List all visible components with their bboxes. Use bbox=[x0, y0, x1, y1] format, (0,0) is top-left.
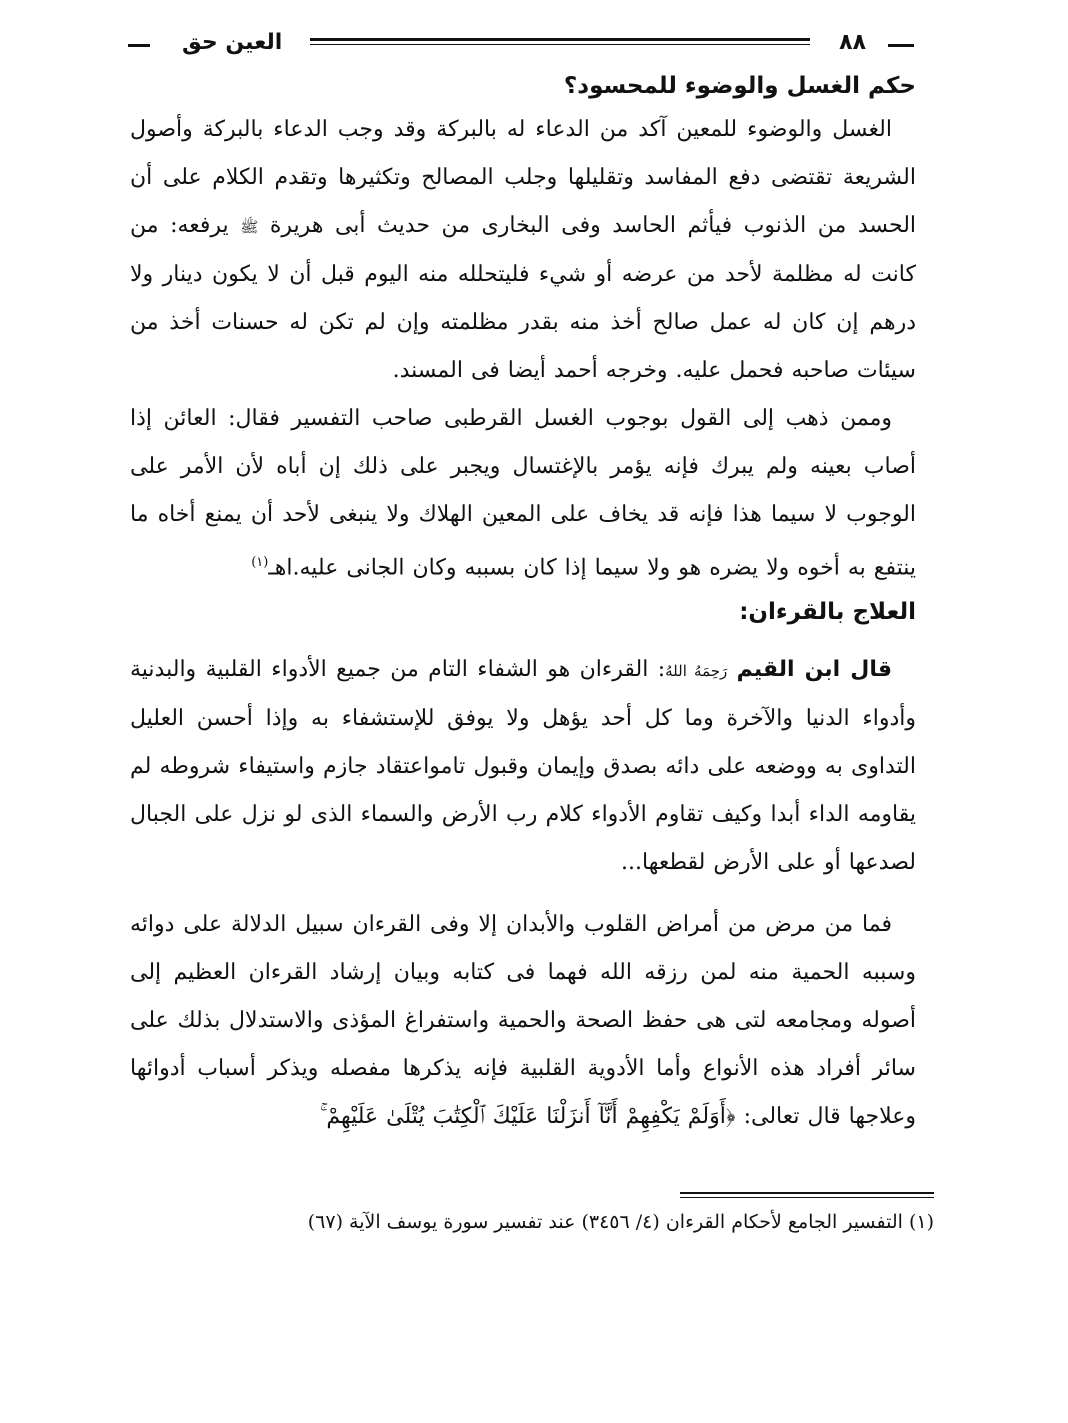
paragraph-text: وممن ذهب إلى القول بوجوب الغسل القرطبى صاحب التفسير فقال: العائن إذا أصاب بعينه ولم يبرك فإنه يؤمر بالإغتسال ويجبر على ذلك إن أباه لأن الأمر على الوجوب لا سيما هذا فإنه قد يخاف على المعين الهلاك ولا ينبغى لأحد أن يمنع أخاه ما ينتفع به أخوه ولا يضره هو ولا سيما إذا كان بسببه وكان الجانى عليه.اهـ bbox=[130, 406, 916, 581]
quote-author: قال ابن القيم bbox=[736, 657, 892, 683]
spacer bbox=[130, 632, 916, 646]
paragraph-text: فما من مرض من أمراض القلوب والأبدان إلا وفى القرءان سبيل الدلالة على دوائه وسببه الحمية منه لمن رزقه الله فهما فى كتابه وبيان إرشاد القرءان العظيم إلى أصوله ومجامعه لتى هى حفظ الصحة والحمية واستفراغ المؤذى والاستدلال بذلك على سائر أفراد هذه الأنواع وأما الأدوية القلبية فإنه يذكرها مفصله ويذكر أسباب أدوائها وعلاجها قال تعالى: bbox=[130, 912, 916, 1130]
header-rule-thin bbox=[310, 44, 810, 45]
header-dash-right bbox=[888, 44, 914, 47]
honorific-glyph: ﷺ bbox=[240, 218, 259, 236]
header-rule bbox=[310, 38, 810, 41]
spacer bbox=[130, 887, 916, 901]
honorific-glyph: رَحِمَهُ اللهُ bbox=[665, 662, 728, 681]
section-heading-quran-cure: العلاج بالقرءان: bbox=[739, 599, 916, 626]
paragraph-text-continued: يرفعه: من كانت له مظلمة لأحد من عرضه أو شيء فليتحلله منه اليوم قبل أن لا يكون دينار ولا درهم إن كان له عمل صالح أخذ منه بقدر مظلمته وإن لم تكن له حسنات أخذ من سيئات صاحبه فحمل عليه. وخرجه أحمد أيضا فى المسند. bbox=[130, 213, 916, 383]
paragraph-remedies bbox=[130, 901, 916, 1141]
page-body bbox=[130, 66, 916, 1141]
footnote-rule bbox=[680, 1192, 934, 1194]
footnote-ref: (١) bbox=[251, 555, 269, 570]
paragraph-qurtubi bbox=[130, 395, 916, 592]
section-heading-ghusl: حكم الغسل والوضوء للمحسود؟ bbox=[563, 73, 916, 99]
paragraph-ibn-qayyim bbox=[130, 646, 916, 887]
paragraph-text: : القرءان هو الشفاء التام من جميع الأدواء القلبية والبدنية وأدواء الدنيا والآخرة وما كل أحد يؤهل ولا يوفق للإستشفاء به وإذا أحسن العليل التداوى به ووضعه على دائه بصدق وإيمان وقبول تامواعتقاد جازم واستيفاء شروطه لم يقاومه الداء أبدا وكيف تقاوم الأدواء كلام رب الأرض والسماء الذى لو نزل على الجبال لصدعها أو على الأرض لقطعها... bbox=[130, 657, 916, 876]
page-number: ٨٨ bbox=[839, 30, 866, 55]
paragraph-ghusl bbox=[130, 106, 916, 395]
paragraph-text: الغسل والوضوء للمعين آكد من الدعاء له بالبركة وقد وجب الدعاء بالبركة وأصول الشريعة تقتضى دفع المفاسد وتقليلها وجلب المصالح وتكثيرها وتقدم الكلام على أن الحسد من الذنوب فيأثم الحاسد وفى البخارى من حديث أبى هريرة bbox=[130, 117, 917, 238]
quran-verse: ﴿أَوَلَمْ يَكْفِهِمْ أَنَّآ أَنزَلْنَا عَلَيْكَ ٱلْكِتَٰبَ يُتْلَىٰ عَلَيْهِمْ ۚ bbox=[319, 1104, 736, 1130]
footnote-rule-thin bbox=[680, 1197, 934, 1198]
running-title: العين حق bbox=[182, 30, 283, 55]
header-dash-left bbox=[128, 44, 150, 47]
running-header bbox=[128, 30, 914, 64]
footnote: (١) التفسير الجامع لأحكام القرءان (٤/ ٣٤٥٦) عند تفسير سورة يوسف الآية (٦٧) bbox=[307, 1211, 934, 1233]
